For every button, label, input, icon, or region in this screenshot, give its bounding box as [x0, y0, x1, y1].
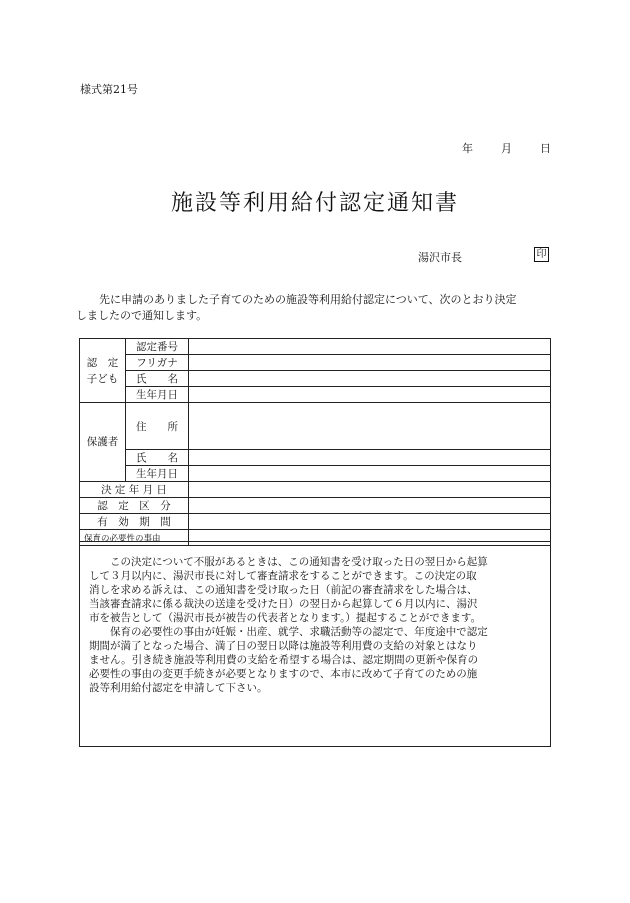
date-day-label: 日 [540, 142, 551, 155]
guardian-address-value [189, 403, 551, 450]
care-necessity-label: 保育の必要性の事由 [80, 530, 189, 546]
table-row [80, 482, 551, 498]
furigana-label: フリガナ [126, 355, 189, 371]
intro-line: しましたので通知します。 [76, 309, 208, 322]
date-month-label: 月 [501, 142, 512, 155]
notice-box [79, 541, 551, 747]
notice-line: 必要性の事由の変更手続きが必要となりますので、本市に改めて子育てのための施 [89, 668, 478, 680]
notice-line: 保育の必要性の事由が妊娠・出産、就学、求職活動等の認定で、年度途中で認定 [110, 626, 488, 638]
notice-line: 市を被告として（湯沢市長が被告の代表者となります。）提起することができます。 [89, 612, 482, 624]
renewal-paragraph [89, 625, 545, 695]
guardian-birthdate-label: 生年月日 [126, 466, 189, 482]
decision-date-label: 決 定 年 月 日 [80, 482, 189, 498]
table-row [80, 339, 551, 355]
child-birthdate-label: 生年月日 [126, 387, 189, 403]
notice-line: 期間が満了となった場合、満了日の翌日以降は施設等利用費の支給の対象とはなり [89, 640, 478, 652]
intro-paragraph [76, 292, 550, 324]
notice-line: 設等利用給付認定を申請して下さい。 [89, 682, 268, 694]
notice-line: ません。引き続き施設等利用費の支給を希望する場合は、認定期間の更新や保育の [89, 654, 479, 666]
child-name-label: 氏 名 [126, 371, 189, 387]
guardian-birthdate-value [189, 466, 551, 482]
notice-line: して３月以内に、湯沢市長に対して審査請求をすることができます。この決定の取 [89, 570, 477, 582]
guardian-group-label: 保護者 [80, 403, 126, 482]
furigana-value [189, 355, 551, 371]
notice-line: 消しを求める訴えは、この通知書を受け取った日（前記の審査請求をした場合は、 [89, 584, 478, 596]
seal-mark: 印 [534, 247, 549, 262]
guardian-name-value [189, 450, 551, 466]
certification-category-label: 認 定 区 分 [80, 498, 189, 514]
child-group-label: 認 定 子ども [80, 339, 126, 403]
table-row [80, 387, 551, 403]
intro-line: 先に申請のありました子育てのための施設等利用給付認定について、次のとおり決定 [99, 293, 517, 306]
table-row [80, 403, 551, 450]
form-number: 様式第21号 [80, 83, 138, 96]
appeal-paragraph [89, 555, 545, 625]
certification-number-label: 認定番号 [126, 339, 189, 355]
issuer-name: 湯沢市長 [418, 251, 462, 264]
document-title: 施設等利用給付認定通知書 [170, 191, 459, 216]
guardian-name-label: 氏 名 [126, 450, 189, 466]
table-row [80, 514, 551, 530]
child-birthdate-value [189, 387, 551, 403]
notice-line: この決定について不服があるときは、この通知書を受け取った日の翌日から起算 [110, 556, 488, 568]
notice-line: 当該審査請求に係る裁決の送達を受けた日）の翌日から起算して６月以内に、湯沢 [89, 598, 478, 610]
certification-table [79, 338, 551, 546]
guardian-address-label: 住 所 [126, 403, 189, 450]
decision-date-value [189, 482, 551, 498]
certification-number-value [189, 339, 551, 355]
validity-period-value [189, 514, 551, 530]
date-year-label: 年 [462, 142, 473, 155]
table-row [80, 498, 551, 514]
table-row [80, 371, 551, 387]
notice-text [89, 555, 545, 695]
child-name-value [189, 371, 551, 387]
issue-date [462, 140, 551, 156]
validity-period-label: 有 効 期 間 [80, 514, 189, 530]
table-row [80, 450, 551, 466]
certification-category-value [189, 498, 551, 514]
table-row [80, 355, 551, 371]
table-row [80, 466, 551, 482]
